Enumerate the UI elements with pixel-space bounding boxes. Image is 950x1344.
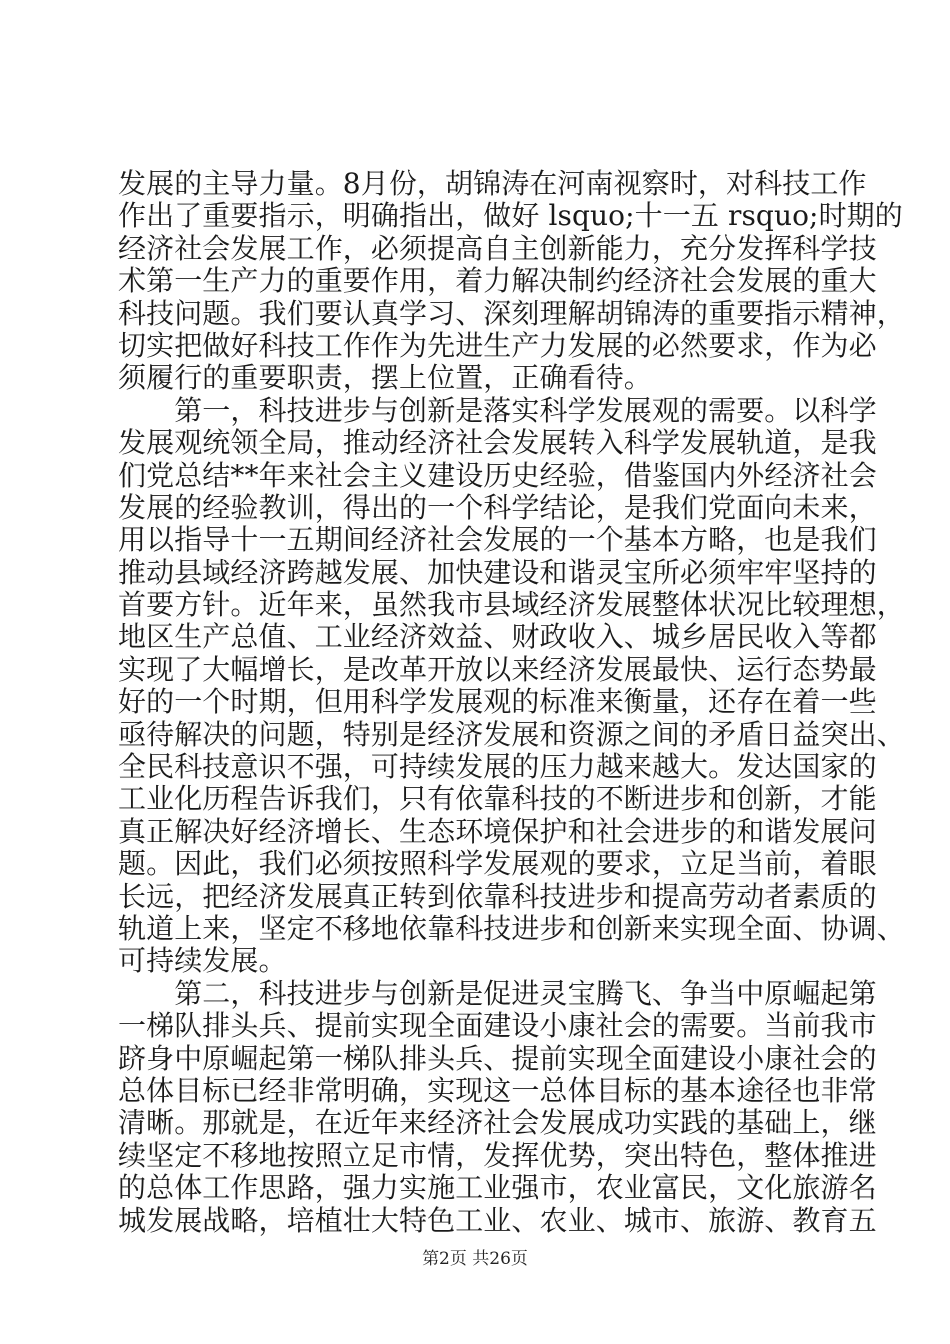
body-text	[118, 167, 905, 1237]
text-line: 题。因此，我们必须按照科学发展观的要求，立足当前，着眼	[118, 847, 877, 881]
text-line: 实现了大幅增长，是改革开放以来经济发展最快、运行态势最	[118, 652, 877, 686]
text-line: 须履行的重要职责，摆上位置，正确看待。	[118, 361, 652, 395]
text-line: 术第一生产力的重要作用，着力解决制约经济社会发展的重大	[118, 264, 877, 298]
text-line: 城发展战略，培植壮大特色工业、农业、城市、旅游、教育五	[118, 1203, 877, 1237]
text-line: 经济社会发展工作，必须提高自主创新能力，充分发挥科学技	[118, 231, 877, 265]
text-line: 第二，科技进步与创新是促进灵宝腾飞、争当中原崛起第	[118, 976, 877, 1010]
text-line: 跻身中原崛起第一梯队排头兵、提前实现全面建设小康社会的	[118, 1041, 877, 1075]
text-line: 可持续发展。	[118, 944, 287, 978]
page-footer: 第2页 共26页	[422, 1249, 528, 1269]
text-line: 首要方针。近年来，虽然我市县域经济发展整体状况比较理想，	[118, 588, 905, 622]
text-line: 们党总结**年来社会主义建设历史经验，借鉴国内外经济社会	[118, 458, 877, 492]
text-line: 全民科技意识不强，可持续发展的压力越来越大。发达国家的	[118, 750, 877, 784]
text-line: 工业化历程告诉我们，只有依靠科技的不断进步和创新，才能	[118, 782, 877, 816]
text-line: 切实把做好科技工作作为先进生产力发展的必然要求，作为必	[118, 328, 877, 362]
text-line: 亟待解决的问题，特别是经济发展和资源之间的矛盾日益突出、	[118, 717, 905, 751]
text-line: 用以指导十一五期间经济社会发展的一个基本方略，也是我们	[118, 523, 877, 557]
text-line: 作出了重要指示，明确指出，做好 lsquo;十一五 rsquo;时期的	[118, 199, 903, 233]
text-line: 真正解决好经济增长、生态环境保护和社会进步的和谐发展问	[118, 814, 877, 848]
text-line: 轨道上来，坚定不移地依靠科技进步和创新来实现全面、协调、	[118, 911, 905, 945]
text-line: 续坚定不移地按照立足市情，发挥优势，突出特色，整体推进	[118, 1138, 877, 1172]
text-line: 发展的经验教训，得出的一个科学结论，是我们党面向未来，	[118, 490, 877, 524]
text-line: 发展观统领全局，推动经济社会发展转入科学发展轨道，是我	[118, 426, 877, 460]
text-line: 总体目标已经非常明确，实现这一总体目标的基本途径也非常	[118, 1073, 877, 1107]
text-line: 长远，把经济发展真正转到依靠科技进步和提高劳动者素质的	[118, 879, 877, 913]
text-line: 好的一个时期，但用科学发展观的标准来衡量，还存在着一些	[118, 685, 877, 719]
text-line: 第一，科技进步与创新是落实科学发展观的需要。以科学	[118, 393, 877, 427]
text-line: 地区生产总值、工业经济效益、财政收入、城乡居民收入等都	[118, 620, 877, 654]
text-line: 科技问题。我们要认真学习、深刻理解胡锦涛的重要指示精神，	[118, 296, 905, 330]
text-line: 发展的主导力量。8月份，胡锦涛在河南视察时，对科技工作	[118, 167, 867, 200]
text-line: 清晰。那就是，在近年来经济社会发展成功实践的基础上，继	[118, 1106, 877, 1140]
text-line: 的总体工作思路，强力实施工业强市，农业富民，文化旅游名	[118, 1171, 877, 1205]
text-line: 推动县域经济跨越发展、加快建设和谐灵宝所必须牢牢坚持的	[118, 555, 877, 589]
text-line: 一梯队排头兵、提前实现全面建设小康社会的需要。当前我市	[118, 1009, 877, 1043]
